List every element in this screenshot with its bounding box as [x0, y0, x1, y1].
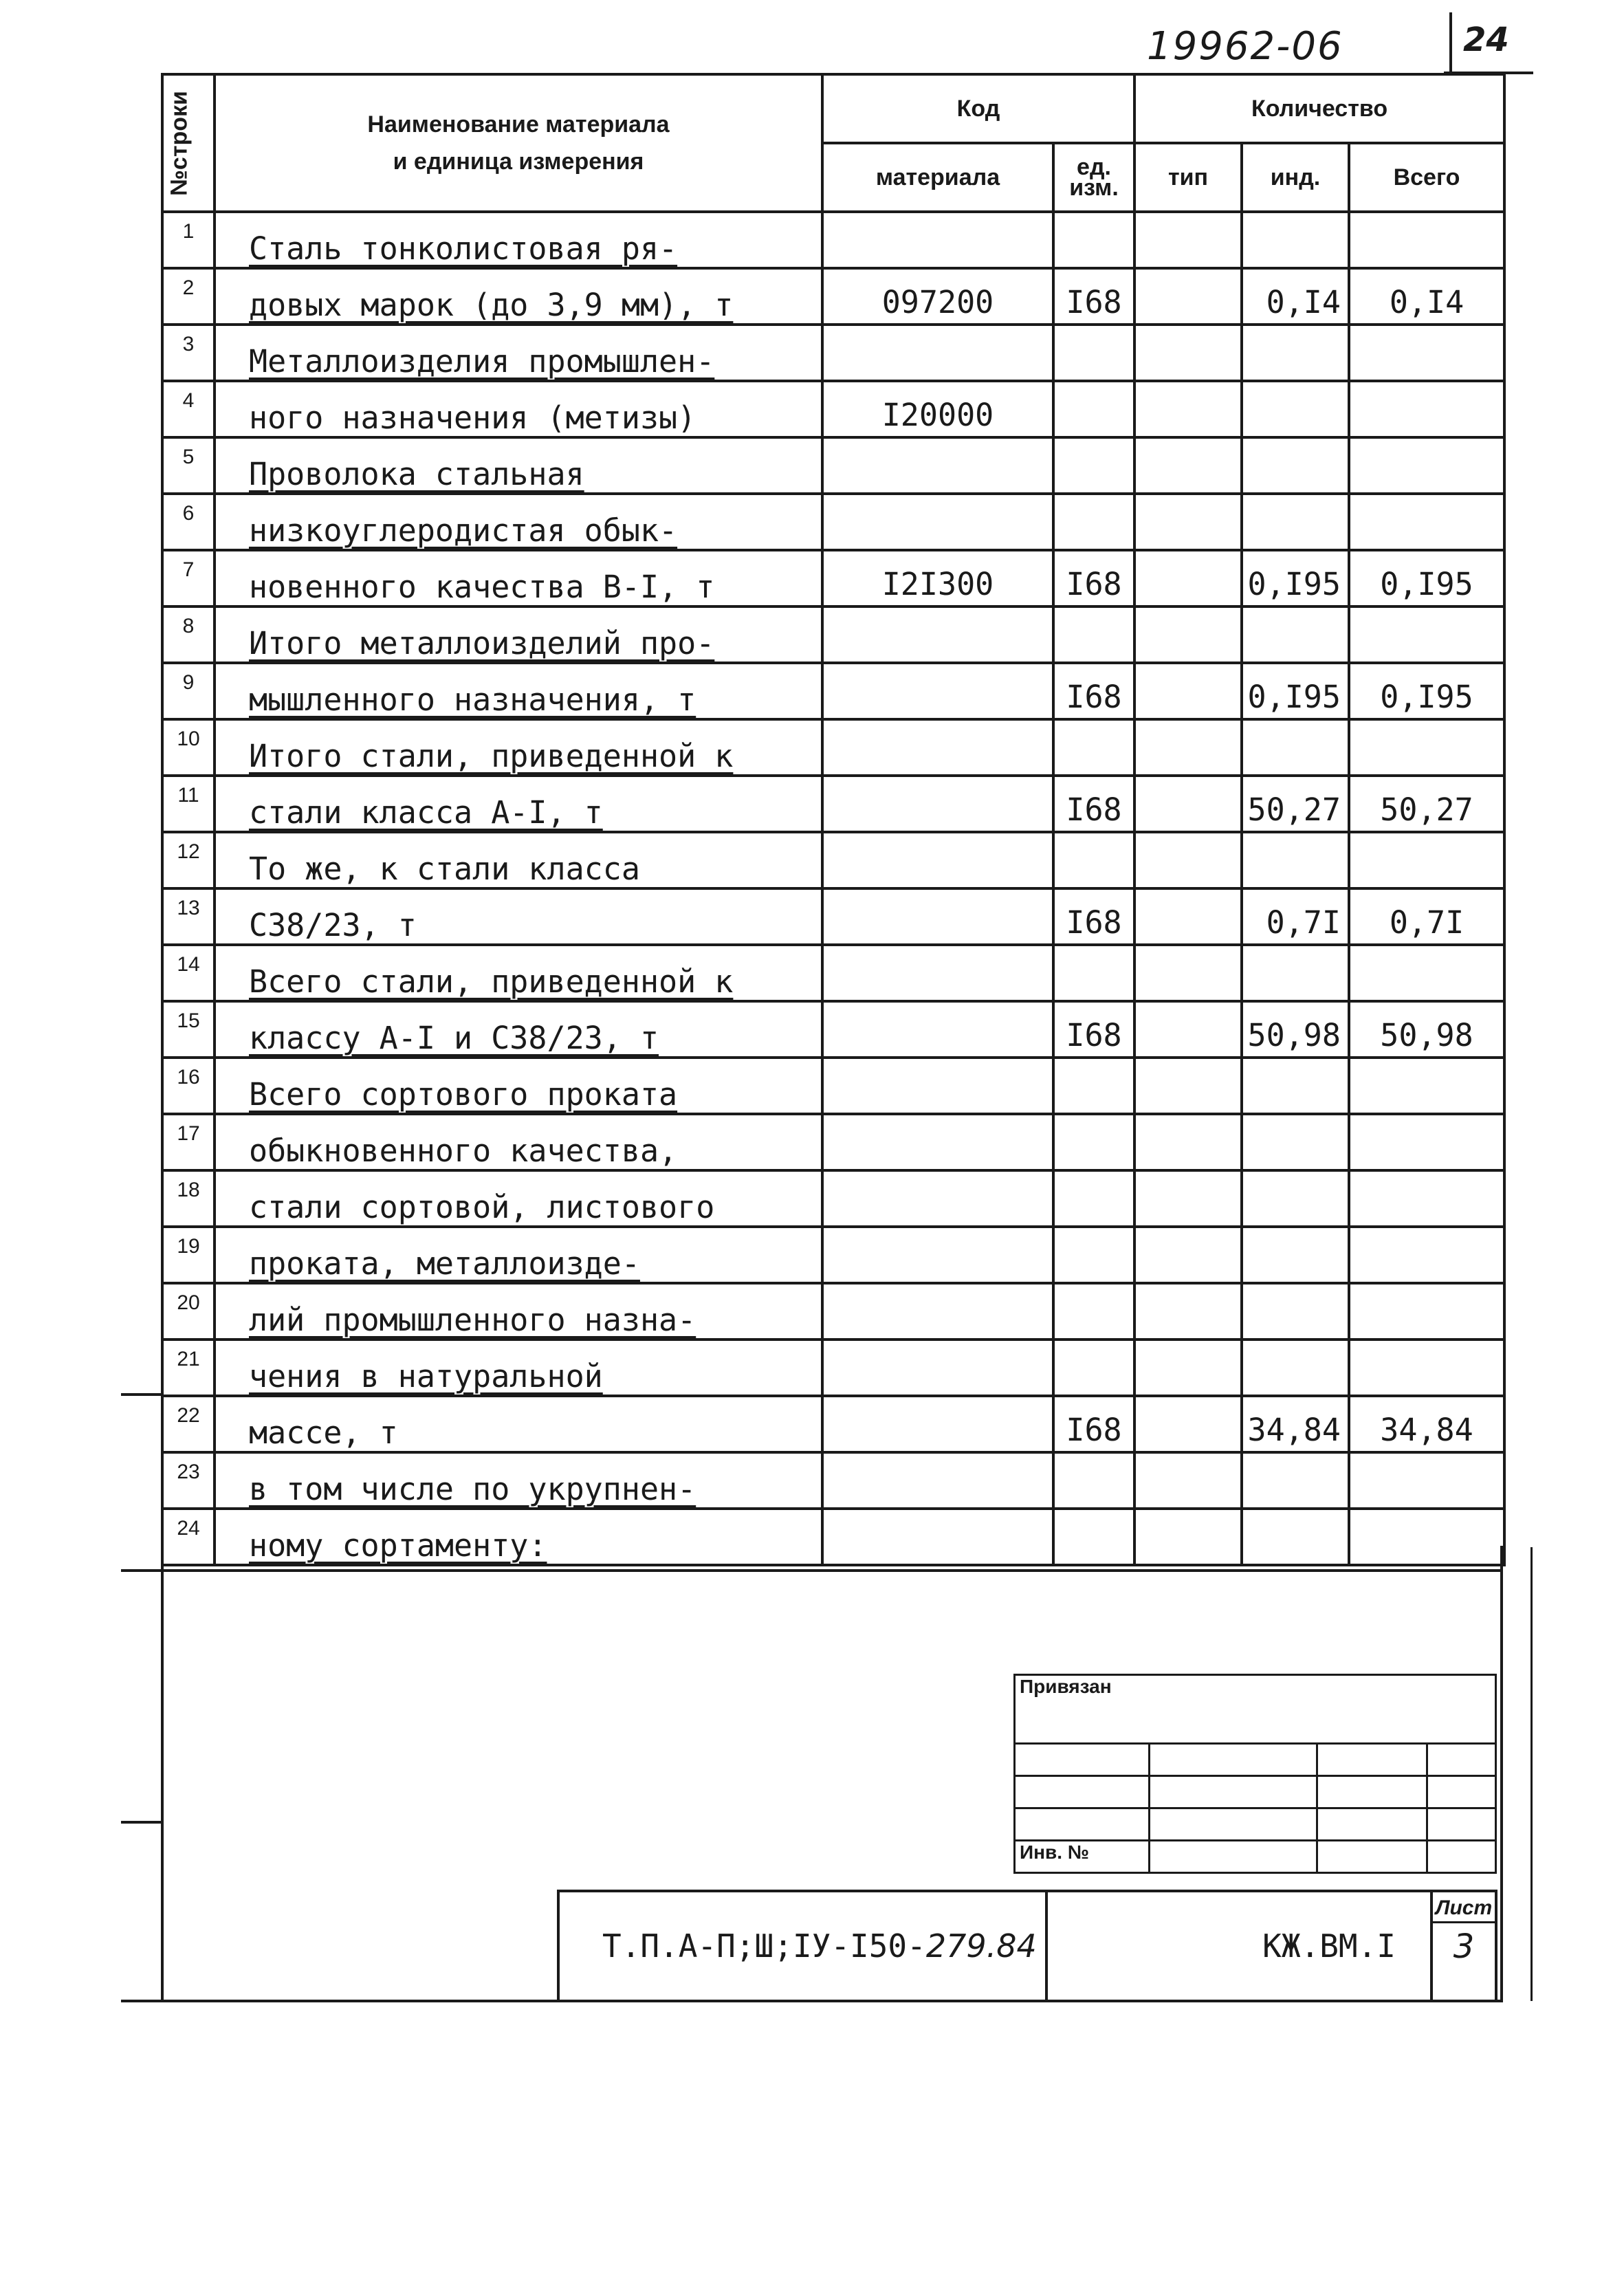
unit-code: [1053, 945, 1134, 1001]
unit-code: [1053, 1283, 1134, 1340]
quantity-ind: [1242, 1114, 1349, 1170]
quantity-ind: [1242, 832, 1349, 888]
quantity-type: [1134, 888, 1242, 945]
quantity-ind: 0,I95: [1242, 663, 1349, 719]
material-name: [215, 494, 822, 550]
sheet-label: Лист: [1433, 1892, 1495, 1923]
quantity-type: [1134, 1001, 1242, 1058]
header-quantity-ind: инд.: [1242, 143, 1349, 212]
header-quantity-total: Всего: [1349, 143, 1504, 212]
row-number: 20: [162, 1283, 215, 1340]
quantity-total: [1349, 1227, 1504, 1283]
material-name-text: Металлоизделия промышлен-: [249, 343, 715, 380]
quantity-total: [1349, 381, 1504, 437]
row-number: 22: [162, 1396, 215, 1452]
table-row: [162, 381, 1504, 437]
quantity-ind: 0,7I: [1242, 888, 1349, 945]
row-number: 17: [162, 1114, 215, 1170]
material-name-text: Всего сортового проката: [249, 1076, 678, 1113]
material-code: [822, 945, 1053, 1001]
quantity-total: [1349, 1283, 1504, 1340]
material-code: [822, 832, 1053, 888]
header-material-name-line1: Наименование материала: [367, 111, 670, 138]
table-row: [162, 1452, 1504, 1509]
material-name: [215, 268, 822, 325]
table-row: [162, 1114, 1504, 1170]
material-code: I20000: [822, 381, 1053, 437]
row-number: 24: [162, 1509, 215, 1565]
quantity-type: [1134, 212, 1242, 268]
unit-code: I68: [1053, 1001, 1134, 1058]
page-number: 24: [1463, 21, 1509, 59]
material-code: [822, 1509, 1053, 1565]
quantity-type: [1134, 1340, 1242, 1396]
table-row: [162, 494, 1504, 550]
table-row: [162, 776, 1504, 832]
quantity-type: [1134, 381, 1242, 437]
material-code: [822, 212, 1053, 268]
material-name-text: Итого стали, приведенной к: [249, 738, 734, 774]
unit-code: I68: [1053, 1396, 1134, 1452]
material-name-text: лий промышленного назна-: [249, 1302, 696, 1338]
header-material-name: [215, 74, 822, 212]
quantity-total: [1349, 832, 1504, 888]
material-name: С38/23, т: [215, 888, 822, 945]
row-number: 6: [162, 494, 215, 550]
material-code: [822, 1001, 1053, 1058]
material-name: [215, 945, 822, 1001]
row-number: 11: [162, 776, 215, 832]
fold-mark-left-2: [121, 1821, 162, 1824]
material-code: [822, 1170, 1053, 1227]
header-code-group: Код: [822, 74, 1134, 143]
material-name: ного назначения (метизы): [215, 381, 822, 437]
header-quantity-type: тип: [1134, 143, 1242, 212]
material-name: То же, к стали класса: [215, 832, 822, 888]
quantity-ind: [1242, 606, 1349, 663]
material-code: [822, 606, 1053, 663]
material-name-text: мышленного назначения, т: [249, 681, 696, 718]
quantity-total: 34,84: [1349, 1396, 1504, 1452]
table-row: [162, 945, 1504, 1001]
unit-code: [1053, 606, 1134, 663]
quantity-ind: [1242, 212, 1349, 268]
material-code: [822, 888, 1053, 945]
quantity-type: [1134, 719, 1242, 776]
quantity-type: [1134, 945, 1242, 1001]
unit-code: [1053, 832, 1134, 888]
material-name: [215, 212, 822, 268]
table-row: [162, 1170, 1504, 1227]
table-row: [162, 1396, 1504, 1452]
material-code: [822, 1452, 1053, 1509]
quantity-total: [1349, 212, 1504, 268]
quantity-total: [1349, 1452, 1504, 1509]
quantity-ind: [1242, 719, 1349, 776]
material-name-text: Всего стали, приведенной к: [249, 963, 734, 1000]
table-row: [162, 606, 1504, 663]
row-number: 5: [162, 437, 215, 494]
quantity-ind: [1242, 381, 1349, 437]
quantity-total: [1349, 719, 1504, 776]
quantity-type: [1134, 1396, 1242, 1452]
quantity-total: [1349, 494, 1504, 550]
quantity-type: [1134, 1452, 1242, 1509]
table-header: [162, 74, 1504, 212]
unit-code: [1053, 1340, 1134, 1396]
stamp-bound-label: Привязан: [1015, 1675, 1496, 1744]
quantity-type: [1134, 776, 1242, 832]
unit-code: I68: [1053, 663, 1134, 719]
drawing-code: КЖ.ВМ.I: [1046, 1891, 1431, 2001]
material-name-text: довых марок (до 3,9 мм), т: [249, 287, 734, 323]
designation-typed: Т.П.А-П;Ш;IУ-I50-: [602, 1927, 926, 1965]
unit-code: I68: [1053, 888, 1134, 945]
material-name-text: Сталь тонколистовая ря-: [249, 230, 678, 267]
material-name: [215, 1283, 822, 1340]
table-body: [162, 212, 1504, 1565]
row-number: 12: [162, 832, 215, 888]
quantity-type: [1134, 1114, 1242, 1170]
quantity-total: 50,27: [1349, 776, 1504, 832]
material-name-text: чения в натуральной: [249, 1358, 603, 1395]
material-code: [822, 325, 1053, 381]
quantity-ind: [1242, 494, 1349, 550]
material-code: [822, 437, 1053, 494]
material-name: массе, т: [215, 1396, 822, 1452]
unit-code: [1053, 1114, 1134, 1170]
quantity-type: [1134, 550, 1242, 606]
quantity-ind: [1242, 945, 1349, 1001]
quantity-ind: [1242, 437, 1349, 494]
approval-stamp: [1013, 1674, 1497, 1874]
unit-code: [1053, 437, 1134, 494]
quantity-ind: [1242, 1452, 1349, 1509]
unit-code: [1053, 719, 1134, 776]
quantity-type: [1134, 1509, 1242, 1565]
quantity-type: [1134, 606, 1242, 663]
material-name: [215, 1227, 822, 1283]
material-code: [822, 776, 1053, 832]
material-name: обыкновенного качества,: [215, 1114, 822, 1170]
table-row: [162, 719, 1504, 776]
header-quantity-group: Количество: [1134, 74, 1504, 143]
stamp-inventory-label: Инв. №: [1015, 1841, 1150, 1873]
material-name: [215, 1001, 822, 1058]
quantity-total: [1349, 1340, 1504, 1396]
sheet-number: 3: [1453, 1927, 1475, 1966]
row-number: 19: [162, 1227, 215, 1283]
quantity-ind: [1242, 1227, 1349, 1283]
material-name: [215, 719, 822, 776]
material-name-text: Итого металлоизделий про-: [249, 625, 715, 662]
quantity-total: 0,I95: [1349, 663, 1504, 719]
header-code-unit: [1053, 143, 1134, 212]
table-row: [162, 888, 1504, 945]
table-row: [162, 1058, 1504, 1114]
material-name: [215, 325, 822, 381]
fold-mark-top: [121, 1569, 1503, 1572]
quantity-ind: [1242, 1170, 1349, 1227]
quantity-type: [1134, 1283, 1242, 1340]
quantity-total: 0,I4: [1349, 268, 1504, 325]
unit-code: I68: [1053, 268, 1134, 325]
unit-code: [1053, 1058, 1134, 1114]
title-block: [557, 1890, 1497, 2002]
unit-code: [1053, 1227, 1134, 1283]
unit-code: [1053, 1452, 1134, 1509]
unit-code: I68: [1053, 550, 1134, 606]
row-number: 13: [162, 888, 215, 945]
quantity-total: [1349, 1509, 1504, 1565]
quantity-type: [1134, 268, 1242, 325]
table-row: [162, 325, 1504, 381]
material-name: [215, 776, 822, 832]
header-code-unit-line1: ед.: [1077, 154, 1111, 180]
material-code: [822, 1227, 1053, 1283]
quantity-ind: 0,I4: [1242, 268, 1349, 325]
frame-right-border: [1500, 1546, 1503, 2002]
sheet-cell: [1431, 1891, 1496, 2001]
quantity-type: [1134, 494, 1242, 550]
material-name: [215, 1509, 822, 1565]
quantity-total: [1349, 606, 1504, 663]
row-number: 15: [162, 1001, 215, 1058]
quantity-type: [1134, 1170, 1242, 1227]
row-number: 2: [162, 268, 215, 325]
quantity-ind: [1242, 1058, 1349, 1114]
material-name: стали сортовой, листового: [215, 1170, 822, 1227]
table-row: [162, 663, 1504, 719]
quantity-ind: 50,98: [1242, 1001, 1349, 1058]
material-code: I2I300: [822, 550, 1053, 606]
unit-code: [1053, 1509, 1134, 1565]
table-row: [162, 832, 1504, 888]
quantity-type: [1134, 1227, 1242, 1283]
material-code: [822, 494, 1053, 550]
material-code: [822, 663, 1053, 719]
table-row: [162, 1001, 1504, 1058]
unit-code: [1053, 325, 1134, 381]
material-name: [215, 1340, 822, 1396]
row-number: 7: [162, 550, 215, 606]
table-row: [162, 212, 1504, 268]
row-number: 21: [162, 1340, 215, 1396]
quantity-ind: [1242, 1283, 1349, 1340]
material-code: [822, 1114, 1053, 1170]
table-row: [162, 1340, 1504, 1396]
quantity-total: 0,7I: [1349, 888, 1504, 945]
project-designation: [558, 1891, 1046, 2001]
quantity-total: [1349, 437, 1504, 494]
right-edge-line: [1530, 1547, 1533, 2001]
material-name: [215, 1452, 822, 1509]
quantity-total: [1349, 1170, 1504, 1227]
material-name-text: низкоуглеродистая обык-: [249, 512, 678, 549]
designation-handwritten: 279.84: [925, 1927, 1037, 1965]
header-code-material: материала: [822, 143, 1053, 212]
table-row: [162, 268, 1504, 325]
row-number: 10: [162, 719, 215, 776]
row-number: 8: [162, 606, 215, 663]
quantity-total: [1349, 1114, 1504, 1170]
table-row: [162, 1509, 1504, 1565]
quantity-total: [1349, 945, 1504, 1001]
row-number: 9: [162, 663, 215, 719]
quantity-type: [1134, 663, 1242, 719]
header-material-name-line2: и единица измерения: [393, 149, 644, 175]
material-name: [215, 437, 822, 494]
quantity-type: [1134, 437, 1242, 494]
row-number: 23: [162, 1452, 215, 1509]
quantity-total: 50,98: [1349, 1001, 1504, 1058]
quantity-ind: [1242, 1340, 1349, 1396]
material-name-text: стали класса А-I, т: [249, 794, 603, 831]
material-code: [822, 719, 1053, 776]
material-name: [215, 663, 822, 719]
table-row: [162, 550, 1504, 606]
material-code: [822, 1058, 1053, 1114]
material-name-text: проката, металлоизде-: [249, 1245, 640, 1282]
header-code-unit-line2: изм.: [1069, 175, 1119, 201]
material-name-text: Проволока стальная: [249, 456, 584, 492]
row-number: 4: [162, 381, 215, 437]
quantity-total: [1349, 325, 1504, 381]
row-number: 1: [162, 212, 215, 268]
quantity-ind: [1242, 325, 1349, 381]
material-name-text: в том числе по укрупнен-: [249, 1471, 696, 1507]
material-name: новенного качества В-I, т: [215, 550, 822, 606]
material-spec-table: [161, 73, 1506, 1566]
quantity-ind: 50,27: [1242, 776, 1349, 832]
quantity-total: [1349, 1058, 1504, 1114]
material-code: [822, 1340, 1053, 1396]
quantity-type: [1134, 325, 1242, 381]
table-row: [162, 1227, 1504, 1283]
row-number: 14: [162, 945, 215, 1001]
material-name-text: ному сортаменту:: [249, 1527, 547, 1564]
unit-code: [1053, 212, 1134, 268]
unit-code: [1053, 494, 1134, 550]
material-name: [215, 606, 822, 663]
material-name-text: классу А-I и С38/23, т: [249, 1020, 659, 1056]
unit-code: [1053, 1170, 1134, 1227]
row-number: 18: [162, 1170, 215, 1227]
page-mark-divider: [1449, 12, 1452, 76]
material-code: [822, 1396, 1053, 1452]
quantity-ind: [1242, 1509, 1349, 1565]
quantity-ind: 34,84: [1242, 1396, 1349, 1452]
table-row: [162, 437, 1504, 494]
header-row-number: №строки: [162, 74, 215, 212]
frame-left-border: [161, 73, 164, 2002]
row-number: 3: [162, 325, 215, 381]
unit-code: [1053, 381, 1134, 437]
material-code: [822, 1283, 1053, 1340]
fold-mark-left-1: [121, 1393, 162, 1396]
document-number: 19962-06: [1147, 24, 1343, 69]
unit-code: I68: [1053, 776, 1134, 832]
quantity-ind: 0,I95: [1242, 550, 1349, 606]
material-code: 097200: [822, 268, 1053, 325]
material-name: [215, 1058, 822, 1114]
table-row: [162, 1283, 1504, 1340]
quantity-total: 0,I95: [1349, 550, 1504, 606]
row-number: 16: [162, 1058, 215, 1114]
quantity-type: [1134, 832, 1242, 888]
quantity-type: [1134, 1058, 1242, 1114]
